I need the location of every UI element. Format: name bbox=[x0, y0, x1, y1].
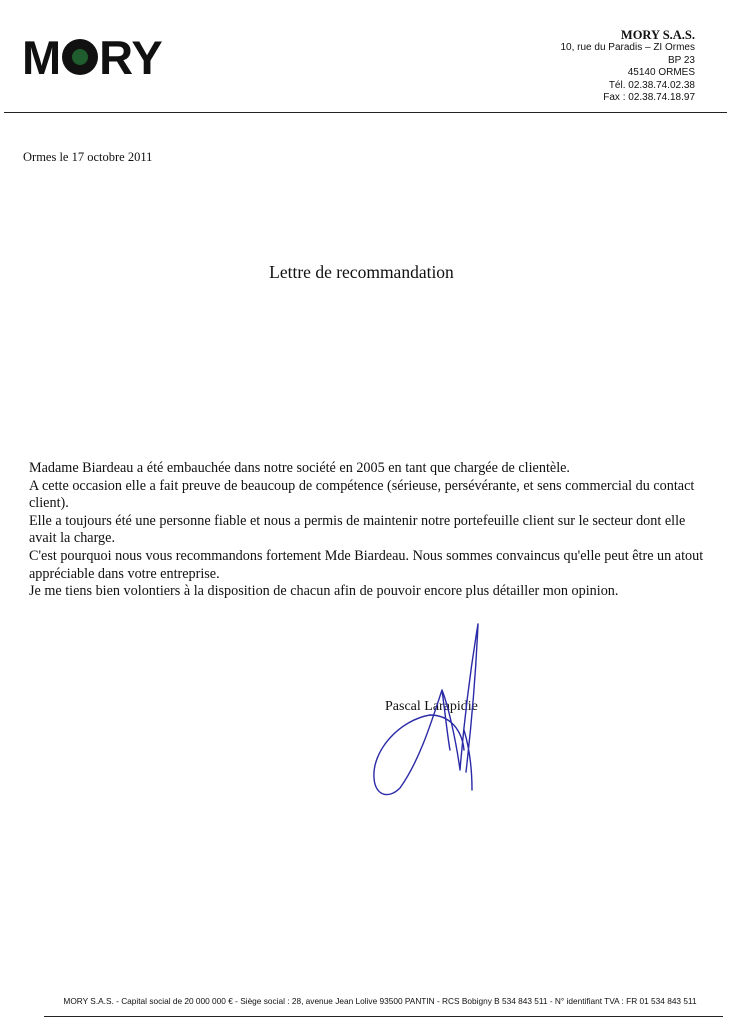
paragraph-4: C'est pourquoi nous vous recommandons fortement Mde Biardeau. Nous sommes convaincus qu'elle peut être un atout appréciable dans votre entreprise. bbox=[29, 547, 704, 582]
company-contact-block bbox=[560, 28, 695, 105]
company-fax: Fax : 02.38.74.18.97 bbox=[603, 92, 695, 103]
company-tel: Tél. 02.38.74.02.38 bbox=[608, 79, 695, 91]
company-bp: BP 23 bbox=[667, 54, 695, 66]
company-postal: 45140 ORMES bbox=[627, 67, 695, 78]
logo-text-ry: RY bbox=[99, 31, 163, 84]
signer-name: Pascal Larapidie bbox=[385, 699, 478, 714]
company-logo bbox=[22, 31, 163, 84]
company-address: 10, rue du Paradis – ZI Ormes bbox=[560, 42, 695, 53]
logo-text-m: M bbox=[22, 31, 62, 84]
paragraph-2: A cette occasion elle a fait preuve de beaucoup de compétence (sérieuse, persévérante, et sens commercial du contact client). bbox=[29, 477, 695, 512]
header-rule bbox=[4, 112, 727, 113]
handwritten-signature bbox=[360, 620, 500, 805]
paragraph-1: Madame Biardeau a été embauchée dans notre société en 2005 en tant que chargée de clientèle. bbox=[29, 460, 570, 476]
letter-body bbox=[29, 460, 709, 601]
company-name: MORY S.A.S. bbox=[620, 28, 695, 42]
footer-legal-text: MORY S.A.S. - Capital social de 20 000 000 € - Siège social : 28, avenue Jean Lolive 93500 PANTIN - RCS Bobigny B 534 843 511 - N° identifiant TVA : FR 01 534 843 511 bbox=[63, 996, 697, 1006]
paragraph-5: Je me tiens bien volontiers à la disposition de chacun afin de pouvoir encore plus détailler mon opinion. bbox=[29, 583, 619, 600]
letter-date: Ormes le 17 octobre 2011 bbox=[23, 150, 153, 164]
paragraph-3: Elle a toujours été une personne fiable et nous a permis de maintenir notre portefeuille client sur le secteur dont elle avait la charge. bbox=[29, 512, 686, 547]
logo-o-mark-icon bbox=[62, 39, 98, 75]
letter-title: Lettre de recommandation bbox=[269, 262, 454, 282]
footer-rule bbox=[44, 1016, 723, 1017]
